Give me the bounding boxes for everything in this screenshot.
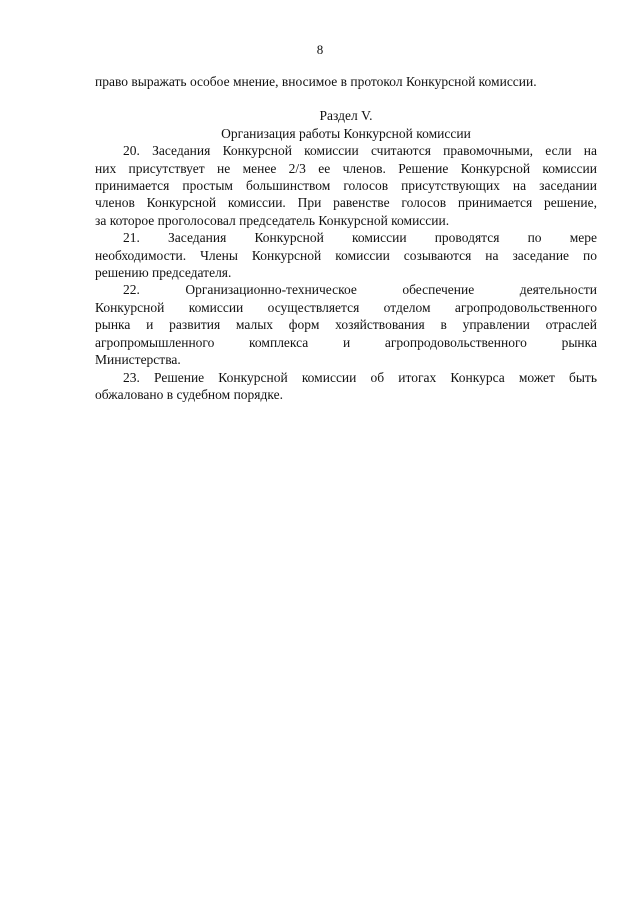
paragraph-line: рынка и развития малых форм хозяйствования в управлении отраслей	[95, 317, 597, 333]
paragraph-line: принимается простым большинством голосов присутствующих на заседании	[95, 178, 597, 194]
paragraph-line: обжаловано в судебном порядке.	[95, 386, 283, 402]
intro-line: право выражать особое мнение, вносимое в протокол Конкурсной комиссии.	[95, 74, 537, 89]
paragraph-22	[95, 281, 597, 368]
paragraph-line: членов Конкурсной комиссии. При равенстве голосов принимается решение,	[95, 195, 597, 211]
document-body	[95, 73, 597, 403]
page-number: 8	[316, 42, 324, 57]
paragraph-line: решению председателя.	[95, 265, 232, 281]
paragraph-23	[95, 369, 597, 404]
paragraph-line: 22. Организационно-техническое обеспечение деятельности	[123, 282, 597, 298]
paragraph-line: за которое проголосовал председатель Конкурсной комиссии.	[95, 212, 450, 228]
paragraph-line: 23. Решение Конкурсной комиссии об итогах Конкурса может быть	[123, 369, 597, 385]
paragraph-20	[95, 142, 597, 229]
paragraph-line: необходимости. Члены Конкурсной комиссии созываются на заседание по	[95, 247, 597, 263]
section-label: Раздел V.	[319, 108, 373, 124]
paragraph-line: 21. Заседания Конкурсной комиссии проводятся по мере	[123, 230, 597, 246]
section-spacer	[95, 90, 597, 107]
paragraph-21	[95, 229, 597, 281]
section-title: Организация работы Конкурсной комиссии	[221, 125, 471, 141]
paragraph-line: Министерства.	[95, 352, 181, 368]
paragraph-line: Конкурсной комиссии осуществляется отделом агропродовольственного	[95, 299, 597, 315]
paragraph-line: агропромышленного комплекса и агропродовольственного рынка	[95, 334, 597, 350]
paragraph-line: них присутствует не менее 2/3 ее членов. Решение Конкурсной комиссии	[95, 160, 597, 176]
paragraph-line: 20. Заседания Конкурсной комиссии считаются правомочными, если на	[123, 143, 597, 159]
